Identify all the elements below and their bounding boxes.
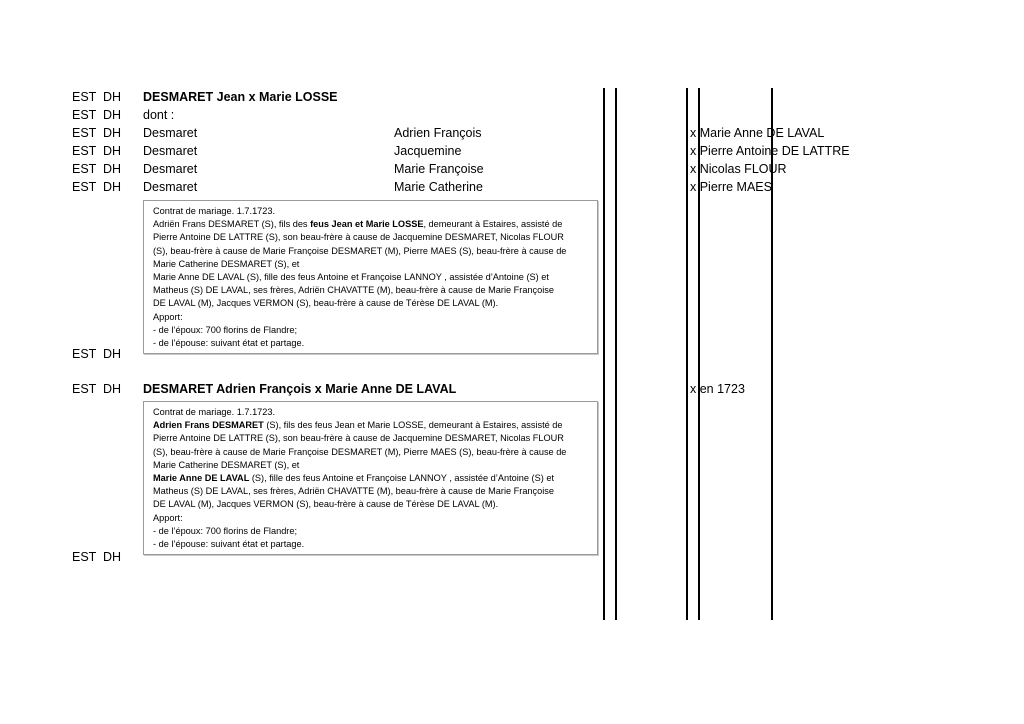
code-est: EST bbox=[72, 144, 97, 158]
spouse: x Marie Anne DE LAVAL bbox=[690, 126, 825, 140]
note-line: Apport: bbox=[153, 311, 183, 322]
note-line: - de l’époux: 700 florins de Flandre; bbox=[153, 324, 298, 335]
note-line: - de l’époux: 700 florins de Flandre; bbox=[153, 525, 298, 536]
note-line: Adriën Frans DESMARET (S), fils des feus Jean et Marie LOSSE, demeurant à Estaires, assisté de bbox=[153, 219, 563, 230]
family-heading: DESMARET Jean x Marie LOSSE bbox=[143, 90, 338, 104]
children-intro: dont : bbox=[143, 108, 175, 122]
note-line: Matheus (S) DE LAVAL, ses frères, Adriën CHAVATTE (M), beau-frère à cause de Marie Françoise bbox=[153, 486, 554, 497]
marriage-contract-note bbox=[143, 401, 598, 555]
code-dh: DH bbox=[103, 162, 122, 176]
surname: Desmaret bbox=[143, 162, 198, 176]
note-line: Marie Anne DE LAVAL (S), fille des feus Antoine et Françoise LANNOY , assistée d’Antoine (S) et bbox=[153, 272, 549, 283]
code-est: EST bbox=[72, 108, 97, 122]
code-est: EST bbox=[72, 90, 97, 104]
column-rule bbox=[615, 88, 617, 620]
code-est: EST bbox=[72, 347, 97, 361]
groom-name: Adrien Frans DESMARET bbox=[153, 420, 264, 431]
code-dh: DH bbox=[103, 382, 122, 396]
code-est: EST bbox=[72, 126, 97, 140]
surname: Desmaret bbox=[143, 144, 198, 158]
note-line: Contrat de mariage. 1.7.1723. bbox=[153, 407, 276, 417]
parents-names: feus Jean et Marie LOSSE bbox=[310, 219, 424, 230]
note-line: - de l’épouse: suivant état et partage. bbox=[153, 338, 305, 349]
given-names: Marie Catherine bbox=[394, 180, 483, 194]
note-line: Adrien Frans DESMARET (S), fils des feus Jean et Marie LOSSE, demeurant à Estaires, assisté de bbox=[153, 420, 563, 431]
note-line: Marie Anne DE LAVAL (S), fille des feus Antoine et Françoise LANNOY , assistée d’Antoine (S) et bbox=[153, 473, 555, 484]
family-heading: DESMARET Adrien François x Marie Anne DE LAVAL bbox=[143, 382, 457, 396]
note-line: Matheus (S) DE LAVAL, ses frères, Adriën CHAVATTE (M), beau-frère à cause de Marie Françoise bbox=[153, 285, 554, 296]
bride-name: Marie Anne DE LAVAL bbox=[153, 473, 250, 484]
spouse: x Pierre MAES bbox=[690, 180, 772, 194]
note-line: Pierre Antoine DE LATTRE (S), son beau-frère à cause de Jacquemine DESMARET, Nicolas FLOUR bbox=[153, 433, 564, 444]
given-names: Adrien François bbox=[394, 126, 482, 140]
code-dh: DH bbox=[103, 108, 122, 122]
code-dh: DH bbox=[103, 126, 122, 140]
code-dh: DH bbox=[103, 347, 122, 361]
code-dh: DH bbox=[103, 180, 122, 194]
surname: Desmaret bbox=[143, 126, 198, 140]
surname: Desmaret bbox=[143, 180, 198, 194]
column-rule bbox=[686, 88, 688, 620]
given-names: Jacquemine bbox=[394, 144, 462, 158]
marriage-date: x en 1723 bbox=[690, 382, 745, 396]
note-line: (S), beau-frère à cause de Marie Françoise DESMARET (M), Pierre MAES (S), beau-frère à cause de bbox=[153, 446, 567, 457]
note-line: Apport: bbox=[153, 512, 183, 523]
code-est: EST bbox=[72, 162, 97, 176]
spouse: x Pierre Antoine DE LATTRE bbox=[690, 144, 850, 158]
code-est: EST bbox=[72, 382, 97, 396]
given-names: Marie Françoise bbox=[394, 162, 484, 176]
note-line: - de l’épouse: suivant état et partage. bbox=[153, 539, 305, 550]
code-dh: DH bbox=[103, 90, 122, 104]
code-est: EST bbox=[72, 180, 97, 194]
code-est: EST bbox=[72, 550, 97, 564]
note-line: Marie Catherine DESMARET (S), et bbox=[153, 258, 300, 269]
note-line: DE LAVAL (M), Jacques VERMON (S), beau-frère à cause de Térèse DE LAVAL (M). bbox=[153, 499, 499, 510]
note-line: Contrat de mariage. 1.7.1723. bbox=[153, 206, 276, 216]
marriage-contract-note bbox=[143, 200, 598, 354]
note-line: (S), beau-frère à cause de Marie Françoise DESMARET (M), Pierre MAES (S), beau-frère à cause de bbox=[153, 245, 567, 256]
code-dh: DH bbox=[103, 144, 122, 158]
note-line: DE LAVAL (M), Jacques VERMON (S), beau-frère à cause de Térèse DE LAVAL (M). bbox=[153, 298, 499, 309]
column-rule bbox=[603, 88, 605, 620]
note-line: Pierre Antoine DE LATTRE (S), son beau-frère à cause de Jacquemine DESMARET, Nicolas FLOUR bbox=[153, 232, 564, 243]
code-dh: DH bbox=[103, 550, 122, 564]
spouse: x Nicolas FLOUR bbox=[690, 162, 787, 176]
note-line: Marie Catherine DESMARET (S), et bbox=[153, 459, 300, 470]
